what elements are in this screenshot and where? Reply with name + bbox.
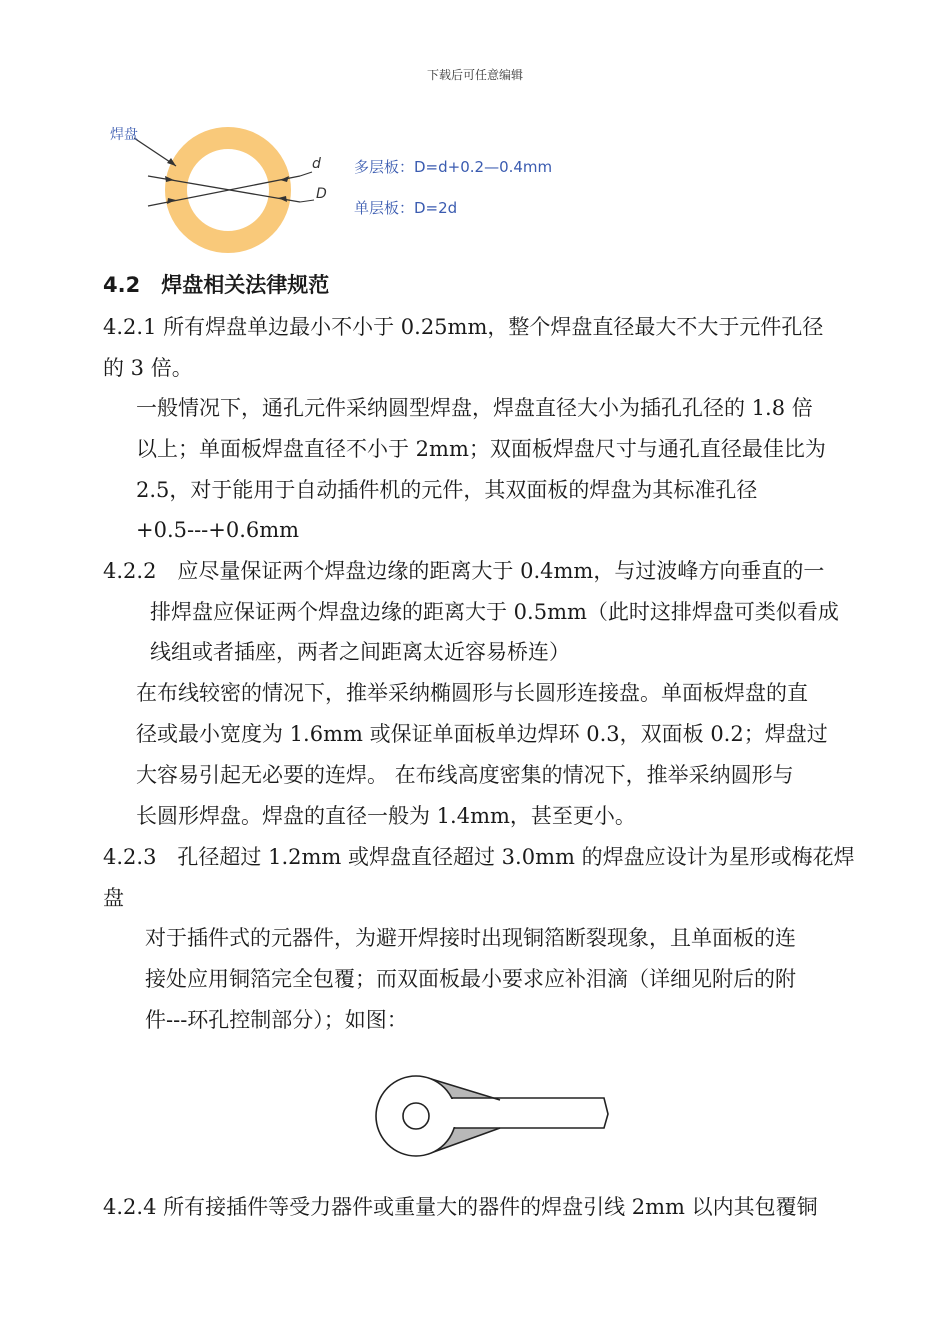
text-line: 径或最小宽度为 1.6mm 或保证单面板单边焊环 0.3，双面板 0.2；焊盘过 — [136, 722, 828, 746]
formula-singlelayer: 单层板：D=2d — [354, 199, 458, 217]
text-line: 的 3 倍。 — [103, 356, 193, 380]
text-line: 一般情况下，通孔元件采纳圆型焊盘，焊盘直径大小为插孔孔径的 1.8 倍 — [136, 396, 813, 420]
pad-ring-figure — [100, 118, 570, 266]
text-line: 排焊盘应保证两个焊盘边缘的距离大于 0.5mm（此时这排焊盘可类似看成 — [150, 600, 839, 624]
text-line: 长圆形焊盘。焊盘的直径一般为 1.4mm，甚至更小。 — [136, 804, 636, 828]
text-line: 线组或者插座，两者之间距离太近容易桥连） — [150, 640, 570, 664]
hole-circle — [403, 1103, 429, 1129]
text-line: 盘 — [103, 886, 124, 910]
leader-line-D — [300, 200, 314, 202]
formula-multilayer: 多层板：D=d+0.2—0.4mm — [354, 158, 553, 176]
pad-ring-diagram — [100, 118, 570, 266]
text-line: 以上；单面板焊盘直径不小于 2mm；双面板焊盘尺寸与通孔直径最佳比为 — [136, 437, 826, 461]
text-line: 接处应用铜箔完全包覆；而双面板最小要求应补泪滴（详细见附后的附 — [145, 967, 796, 991]
label-d: d — [312, 156, 321, 172]
teardrop-figure — [372, 1070, 612, 1162]
text-line: 件---环孔控制部分）；如图： — [145, 1008, 408, 1032]
text-line: 4.2.2 应尽量保证两个焊盘边缘的距离大于 0.4mm，与过波峰方向垂直的一 — [103, 559, 825, 583]
text-line: 对于插件式的元器件，为避开焊接时出现铜箔断裂现象，且单面板的连 — [145, 926, 796, 950]
trace-overlap — [442, 1099, 462, 1127]
label-D: D — [316, 186, 327, 202]
page-header: 下载后可任意编辑 — [426, 68, 523, 82]
section-heading: 4.2 焊盘相关法律规范 — [103, 273, 330, 297]
text-line: 4.2.1 所有焊盘单边最小不小于 0.25mm，整个焊盘直径最大不大于元件孔径 — [103, 315, 824, 339]
label-pad: 焊盘 — [110, 127, 138, 143]
text-line: 在布线较密的情况下，推举采纳椭圆形与长圆形连接盘。单面板焊盘的直 — [136, 681, 808, 705]
text-line: +0.5---+0.6mm — [136, 518, 300, 542]
leader-line-d — [300, 172, 312, 176]
text-line: 2.5，对于能用于自动插件机的元件，其双面板的焊盘为其标准孔径 — [136, 478, 758, 502]
text-line: 4.2.4 所有接插件等受力器件或重量大的器件的焊盘引线 2mm 以内其包覆铜 — [103, 1195, 818, 1219]
teardrop-diagram — [372, 1070, 612, 1162]
text-line: 4.2.3 孔径超过 1.2mm 或焊盘直径超过 3.0mm 的焊盘应设计为星形或梅花焊 — [103, 845, 855, 869]
text-line: 大容易引起无必要的连焊。 在布线高度密集的情况下，推举采纳圆形与 — [136, 763, 794, 787]
